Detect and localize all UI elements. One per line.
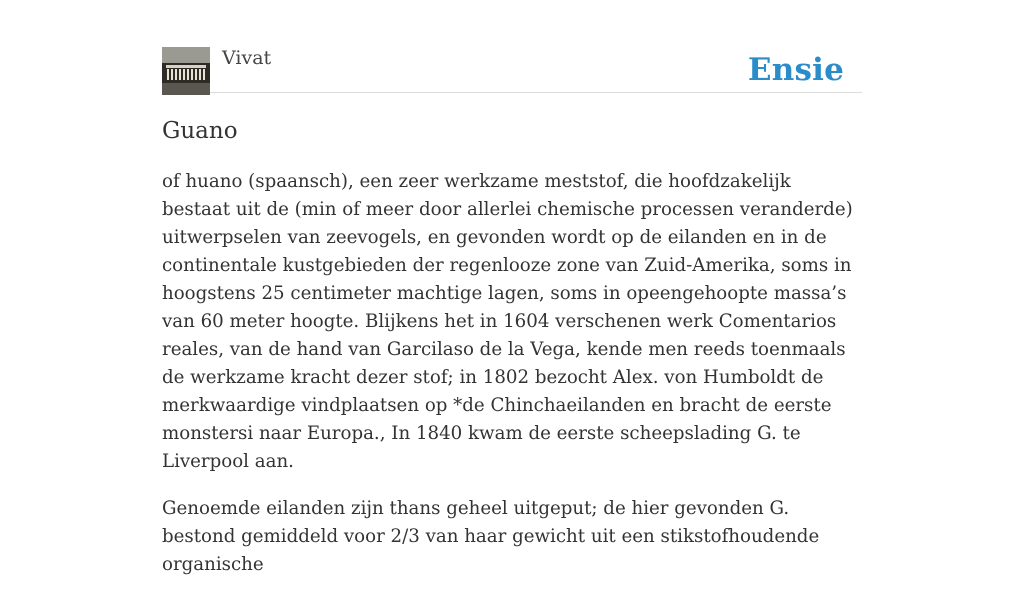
article-body [162,168,864,598]
article-header [162,46,862,93]
author-avatar[interactable] [162,47,210,95]
article-paragraph: of huano (spaansch), een zeer werkzame meststof, die hoofdzakelijk bestaat uit de (min of meer door allerlei chemische processen veranderde) uitwerpselen van zeevogels, en gevonden wordt op de eilanden en in de continentale kustgebieden der regenlooze zone van Zuid-Amerika, soms in hoogstens 25 centimeter machtige lagen, soms in opeengehoopte massa’s van 60 meter hoogte. Blijkens het in 1604 verschenen werk Comentarios reales, van de hand van Garcilaso de la Vega, kende men reeds toenmaals de werkzame kracht dezer stof; in 1802 bezocht Alex. von Humboldt de merkwaardige vindplaatsen op *de Chinchaeilanden en bracht de eerste monstersi naar Europa., In 1840 kwam de eerste scheepslading G. te Liverpool aan. [162,171,853,472]
typewriter-avatar-icon [162,47,210,95]
article-paragraph: Genoemde eilanden zijn thans geheel uitgeput; de hier gevonden G. bestond gemiddeld voor 2/3 van haar gewicht uit een stikstofhoudende organische [162,498,820,575]
brand-logo[interactable]: Ensie [747,52,844,88]
article-title: Guano [162,118,238,144]
author-name[interactable]: Vivat [222,47,272,69]
